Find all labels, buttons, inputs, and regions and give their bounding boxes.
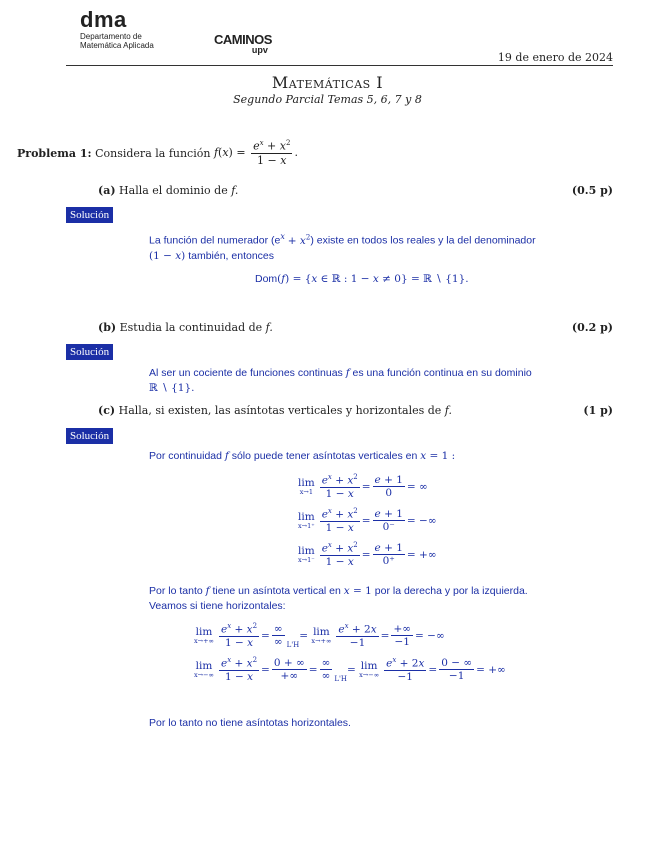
page-subtitle: Segundo Parcial Temas 5, 6, 7 y 8 [233, 93, 422, 106]
solution-b-text: Al ser un cociente de funciones continuas f es una función continua en su dominio ℝ ∖ {1}. [149, 367, 532, 394]
solution-c-text2: Por lo tanto f tiene un asíntota vertical en x = 1 por la derecha y por la izquierda. Veamos si tiene horizontales: [149, 585, 528, 612]
domain-formula: Dom(f) = {x ∈ ℝ : 1 − x ≠ 0} = ℝ ∖ {1}. [255, 273, 469, 285]
part-c: (c) Halla, si existen, las asíntotas verticales y horizontales de f. [98, 404, 452, 417]
part-b-points: (0.2 p) [571, 321, 613, 334]
page-title: Matemáticas I [271, 73, 384, 92]
solution-c-text1: Por continuidad f sólo puede tener asíntotas verticales en x = 1 : [149, 450, 456, 462]
solution-badge-c: Solución [66, 428, 113, 444]
dept-line1: Departamento de [80, 32, 142, 41]
part-c-points: (1 p) [583, 404, 613, 417]
part-a: (a) Halla el dominio de f. [98, 184, 239, 197]
solution-a-text: La función del numerador $(e^x + x^2)$ existe en todos los reales y la del denominador (1 − x) también, entonces [149, 232, 536, 262]
solution-badge-a: Solución [66, 207, 113, 223]
school-logo-top: CAMINOS [214, 32, 272, 47]
dept-logo [80, 8, 154, 50]
part-a-points: (0.5 p) [571, 184, 613, 197]
limit-x-to-1-minus: lim x→1⁻ $\frac{e^x + x^2}{1 - x}$ = $\frac{e + 1}{0^+}$ = +∞ [298, 541, 437, 569]
header-rule [66, 65, 613, 66]
problem-text: Considera la función [95, 146, 211, 160]
dept-line2: Matemática Aplicada [80, 41, 154, 50]
school-logo [214, 34, 272, 56]
school-logo-bottom: upv [251, 45, 268, 55]
limit-x-to-1: lim x→1 $\frac{e^x + x^2}{1 - x}$ = $\frac{e + 1}{0}$ = ∞ [298, 473, 428, 501]
dept-abbr: dma [80, 7, 127, 32]
limit-x-to-minus-inf: lim x→−∞ $\frac{e^x + x^2}{1 - x}$ = $\frac{0 + \infty}{+\infty}$ = $\frac{\infty}{\infty}$ $_{L'H}$= lim x→−∞ $\frac{e^x + 2x}{-1}$ = $\frac{0 - \infty}{-1}$ = +∞ [194, 656, 506, 684]
problem-label: Problema 1: [17, 146, 92, 160]
problem-statement [17, 139, 298, 167]
part-b: (b) Estudia la continuidad de f. [98, 321, 273, 334]
exam-date: 19 de enero de 2024 [497, 51, 613, 64]
function-definition: f(x) = $\frac{e^x + x^2}{1 - x}$ . [213, 139, 298, 167]
solution-badge-b: Solución [66, 344, 113, 360]
solution-c-conclusion: Por lo tanto no tiene asíntotas horizontales. [149, 717, 351, 729]
limit-x-to-1-plus: lim x→1⁺ $\frac{e^x + x^2}{1 - x}$ = $\frac{e + 1}{0^-}$ = −∞ [298, 507, 437, 535]
limit-x-to-plus-inf: lim x→+∞ $\frac{e^x + x^2}{1 - x}$ = $\frac{\infty}{\infty}$ $_{L'H}$= lim x→+∞ $\frac{e^x + 2x}{-1}$ = $\frac{+\infty}{-1}$ = −∞ [194, 622, 445, 650]
